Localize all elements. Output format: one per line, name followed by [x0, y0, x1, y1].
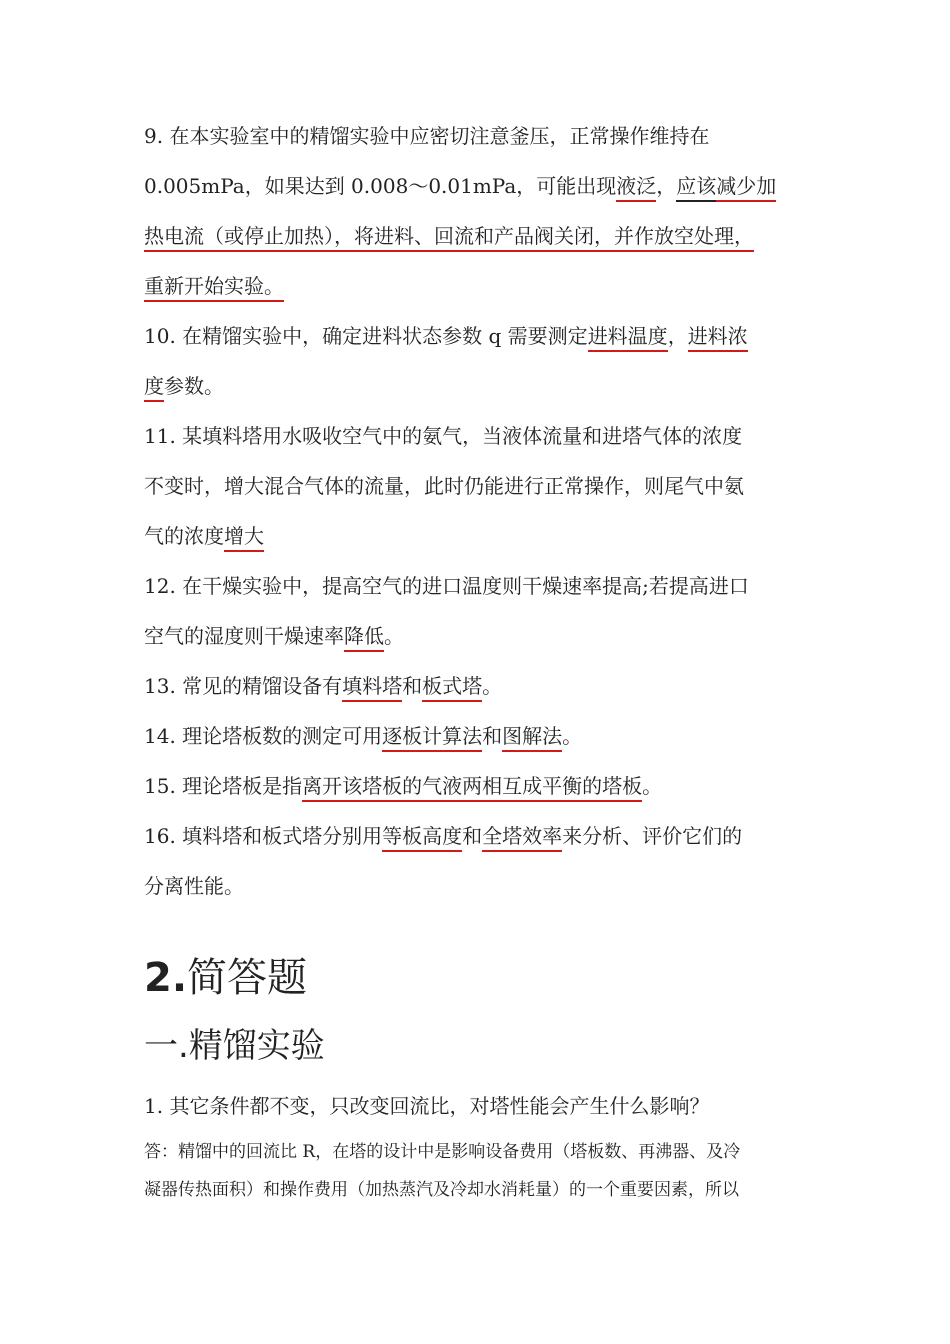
blank-answer: 图解法: [502, 724, 562, 752]
blank-answer: 进料温度: [588, 324, 668, 352]
blank-answer: 填料塔: [342, 674, 402, 702]
q11-line-2: 不变时，增大混合气体的流量，此时仍能进行正常操作，则尾气中氨: [144, 474, 744, 498]
answer-line-1: 答：精馏中的回流比 R，在塔的设计中是影响设备费用（塔板数、再沸器、及冷: [144, 1142, 741, 1162]
q11-line-3: 气的浓度增大: [144, 522, 814, 550]
q15-line: 15. 理论塔板是指离开该塔板的气液两相互成平衡的塔板。: [144, 772, 814, 800]
q12-line-2: 空气的湿度则干燥速率降低。: [144, 622, 814, 650]
section-title: 简答题: [187, 955, 308, 1001]
q10-line-2: 度参数。: [144, 372, 814, 400]
blank-answer: 减少加: [716, 174, 776, 202]
blank-answer: 等板高度: [382, 824, 462, 852]
blank-answer: 热电流（或停止加热），将进料、回流和产品阀关闭，并作放空处理，: [144, 224, 754, 252]
blank-answer: 应该: [676, 174, 716, 202]
q9-line-3: [144, 222, 814, 250]
q9-line-2: 0.005mPa，如果达到 0.008～0.01mPa，可能出现液泛，应该减少加: [144, 172, 814, 200]
q14-line: 14. 理论塔板数的测定可用逐板计算法和图解法。: [144, 722, 814, 750]
subsection-heading: 一.精馏实验: [144, 1026, 325, 1066]
blank-answer: 度: [144, 374, 164, 402]
blank-answer: 重新开始实验。: [144, 274, 284, 302]
q13-line: 13. 常见的精馏设备有填料塔和板式塔。: [144, 672, 814, 700]
q16-line-1: 16. 填料塔和板式塔分别用等板高度和全塔效率来分析、评价它们的: [144, 822, 814, 850]
blank-answer: 进料浓: [688, 324, 748, 352]
blank-answer: 增大: [224, 524, 264, 552]
q9-line-1: 9. 在本实验室中的精馏实验中应密切注意釜压，正常操作维持在: [144, 124, 710, 148]
blank-answer: 降低: [344, 624, 384, 652]
q10-line-1: 10. 在精馏实验中，确定进料状态参数 q 需要测定进料温度，进料浓: [144, 322, 814, 350]
q16-line-2: 分离性能。: [144, 874, 244, 898]
blank-answer: 液泛: [616, 174, 656, 202]
q9-line-4: [144, 272, 814, 300]
blank-answer: 全塔效率: [482, 824, 562, 852]
blank-answer: 离开该塔板的气液两相互成平衡的塔板: [302, 774, 642, 802]
blank-answer: 板式塔: [422, 674, 482, 702]
blank-answer: 逐板计算法: [382, 724, 482, 752]
q12-line-1: 12. 在干燥实验中，提高空气的进口温度则干燥速率提高;若提高进口: [144, 574, 749, 598]
answer-line-2: 凝器传热面积）和操作费用（加热蒸汽及冷却水消耗量）的一个重要因素，所以: [144, 1180, 739, 1200]
section-number: 2.: [144, 955, 188, 1001]
question-1: 1. 其它条件都不变，只改变回流比，对塔性能会产生什么影响？: [144, 1094, 710, 1118]
q11-line-1: 11. 某填料塔用水吸收空气中的氨气，当液体流量和进塔气体的浓度: [144, 424, 743, 448]
section-heading: [144, 950, 307, 1006]
